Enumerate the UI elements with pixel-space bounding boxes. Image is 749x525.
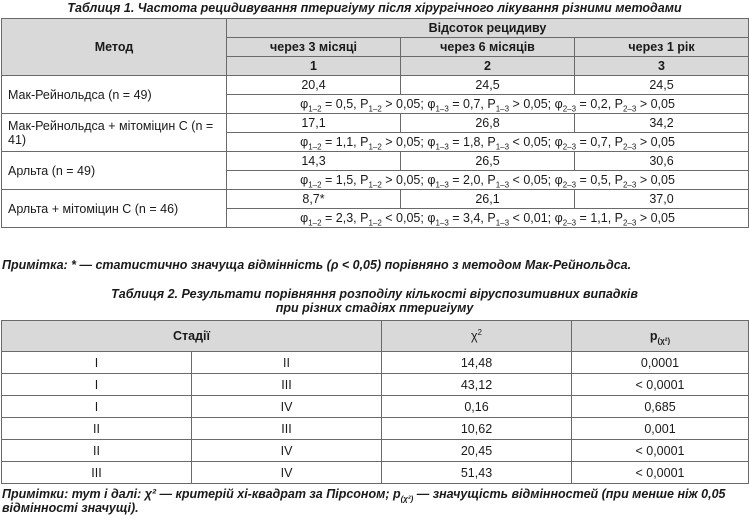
recurrence-value: 24,5 [575,76,749,95]
stat-text: > 0,05 [636,211,675,225]
method-name: Арльта + мітоміцин С (n = 46) [2,190,227,228]
stat-text: = 1,1, P [576,211,623,225]
stat-text: = 1,5, P [321,173,369,187]
header-p-value [572,321,749,352]
stat-subscript: 1–2 [308,180,322,190]
recurrence-value: 24,5 [401,76,575,95]
chi-square-value: 51,43 [382,462,572,484]
chi-square-value: 10,62 [382,418,572,440]
p-symbol: p [649,329,658,343]
recurrence-value: 8,7* [227,190,401,209]
method-name: Арльта (n = 49) [2,152,227,190]
stat-subscript: 1–2 [368,142,382,152]
table2-caption-line1: Таблиця 2. Результати порівняння розподілу кількості віруспозитивних випадків [111,287,638,301]
table-row [2,190,749,209]
p-subscript: (χ²) [657,336,671,346]
stat-text: = 0,5, P [321,97,369,111]
stat-subscript: 2–3 [562,180,577,190]
chi-square-value: 20,45 [382,440,572,462]
table-row [2,76,749,95]
chi-square-value: 0,16 [382,396,572,418]
stat-subscript: 1–3 [435,180,449,190]
table2-note-part2: — значущість відмінностей (при менше ніж 0,05 відмінності значущі). [2,487,726,515]
chi-superscript: 2 [477,327,482,337]
stat-text: = 0,2, P [576,97,623,111]
header-method: Метод [2,19,227,76]
stat-text: = 3,4, P [448,211,496,225]
stat-subscript: 1–2 [368,180,382,190]
stat-text: = 2,3, P [321,211,369,225]
stat-subscript: 1–2 [368,104,382,114]
table-row [2,462,749,484]
p-value: 0,001 [572,418,749,440]
table2 [1,320,749,484]
table1-note: Примітка: * — статистично значуща відмінність (ρ < 0,05) порівняно з методом Мак-Рейнольдса. [2,258,632,272]
stage-from: І [2,374,192,396]
p-value: < 0,0001 [572,462,749,484]
stat-text: φ [300,211,309,225]
stat-subscript: 2–3 [562,142,577,152]
table2-caption-line2: при різних стадіях птеригіуму [275,301,474,315]
stat-subscript: 2–3 [622,180,637,190]
chi-square-value: 14,48 [382,352,572,374]
table-row [2,396,749,418]
stat-subscript: 1–3 [435,218,449,228]
stat-subscript: 2–3 [562,218,577,228]
stat-text: = 0,7, P [448,97,496,111]
recurrence-value: 26,1 [401,190,575,209]
header-col-num-1: 1 [227,57,401,76]
stat-text: = 0,5, P [576,173,623,187]
stat-subscript: 2–3 [622,104,637,114]
stat-text: > 0,05 [636,135,675,149]
header-col-num-2: 2 [401,57,575,76]
table1-caption: Таблиця 1. Частота рецидивування птеригіуму після хірургічного лікування різними методами [67,1,682,15]
header-period-6m: через 6 місяців [401,38,575,57]
method-name: Мак-Рейнольдса (n = 49) [2,76,227,114]
stage-from: І [2,396,192,418]
stat-text: > 0,05; φ [381,173,436,187]
p-value: 0,685 [572,396,749,418]
statistics-cell [227,95,749,114]
table1 [1,18,749,228]
statistics-cell [227,171,749,190]
recurrence-value: 30,6 [575,152,749,171]
recurrence-value: 20,4 [227,76,401,95]
stat-subscript: 2–3 [622,218,637,228]
recurrence-value: 37,0 [575,190,749,209]
header-chi-square [382,321,572,352]
stage-to: ІІІ [192,374,382,396]
table-row [2,114,749,133]
stat-text: = 0,7, P [576,135,623,149]
table2-note-subscript: (χ²) [400,494,414,504]
recurrence-value: 26,5 [401,152,575,171]
stage-to: ІІІ [192,418,382,440]
table-row [2,418,749,440]
recurrence-value: 34,2 [575,114,749,133]
stage-to: ІІ [192,352,382,374]
stat-text: > 0,05; φ [509,97,563,111]
stat-subscript: 2–3 [562,104,577,114]
stat-text: φ [300,135,309,149]
stat-text: = 2,0, P [448,173,496,187]
stat-subscript: 1–3 [495,180,510,190]
table2-note-part1: Примітки: тут і далі: χ² — критерій хі-квадрат за Пірсоном; p [2,487,401,501]
chi-square-value: 43,12 [382,374,572,396]
stage-from: ІІ [2,418,192,440]
recurrence-value: 17,1 [227,114,401,133]
stage-from: І [2,352,192,374]
stat-subscript: 1–3 [435,142,449,152]
stat-text: = 1,1, P [321,135,369,149]
header-recurrence: Відсоток рецидиву [227,19,749,38]
stat-subscript: 2–3 [622,142,637,152]
method-name: Мак-Рейнольдса + мітоміцин С (n = 41) [2,114,227,152]
table-row [2,152,749,171]
stat-subscript: 1–2 [308,218,322,228]
p-value: 0,0001 [572,352,749,374]
p-value: < 0,0001 [572,440,749,462]
stat-text: > 0,05 [636,97,675,111]
chi-symbol: χ [470,329,478,343]
table2-note [2,487,747,515]
stat-text: < 0,01; φ [509,211,563,225]
stat-text: = 1,8, P [448,135,496,149]
stat-text: < 0,05; φ [381,211,436,225]
header-stages: Стадії [2,321,382,352]
stage-from: ІІ [2,440,192,462]
stat-subscript: 1–3 [495,218,510,228]
recurrence-value: 14,3 [227,152,401,171]
stage-to: ІV [192,462,382,484]
header-period-1y: через 1 рік [575,38,749,57]
header-col-num-3: 3 [575,57,749,76]
stat-text: φ [300,97,309,111]
stat-subscript: 1–3 [495,104,510,114]
stat-text: < 0,05; φ [509,135,563,149]
header-period-3m: через 3 місяці [227,38,401,57]
stat-text: φ [300,173,309,187]
stat-subscript: 1–2 [308,142,322,152]
stat-subscript: 1–3 [435,104,449,114]
stage-to: ІV [192,396,382,418]
stage-from: ІІІ [2,462,192,484]
p-value: < 0,0001 [572,374,749,396]
stat-subscript: 1–2 [368,218,382,228]
stat-subscript: 1–3 [495,142,510,152]
stat-subscript: 1–2 [308,104,322,114]
stat-text: > 0,05; φ [381,97,436,111]
statistics-cell [227,209,749,228]
statistics-cell [227,133,749,152]
recurrence-value: 26,8 [401,114,575,133]
table-row [2,352,749,374]
table-row [2,440,749,462]
stage-to: ІV [192,440,382,462]
stat-text: > 0,05; φ [381,135,436,149]
stat-text: < 0,05; φ [509,173,563,187]
table-row [2,374,749,396]
stat-text: > 0,05 [636,173,675,187]
